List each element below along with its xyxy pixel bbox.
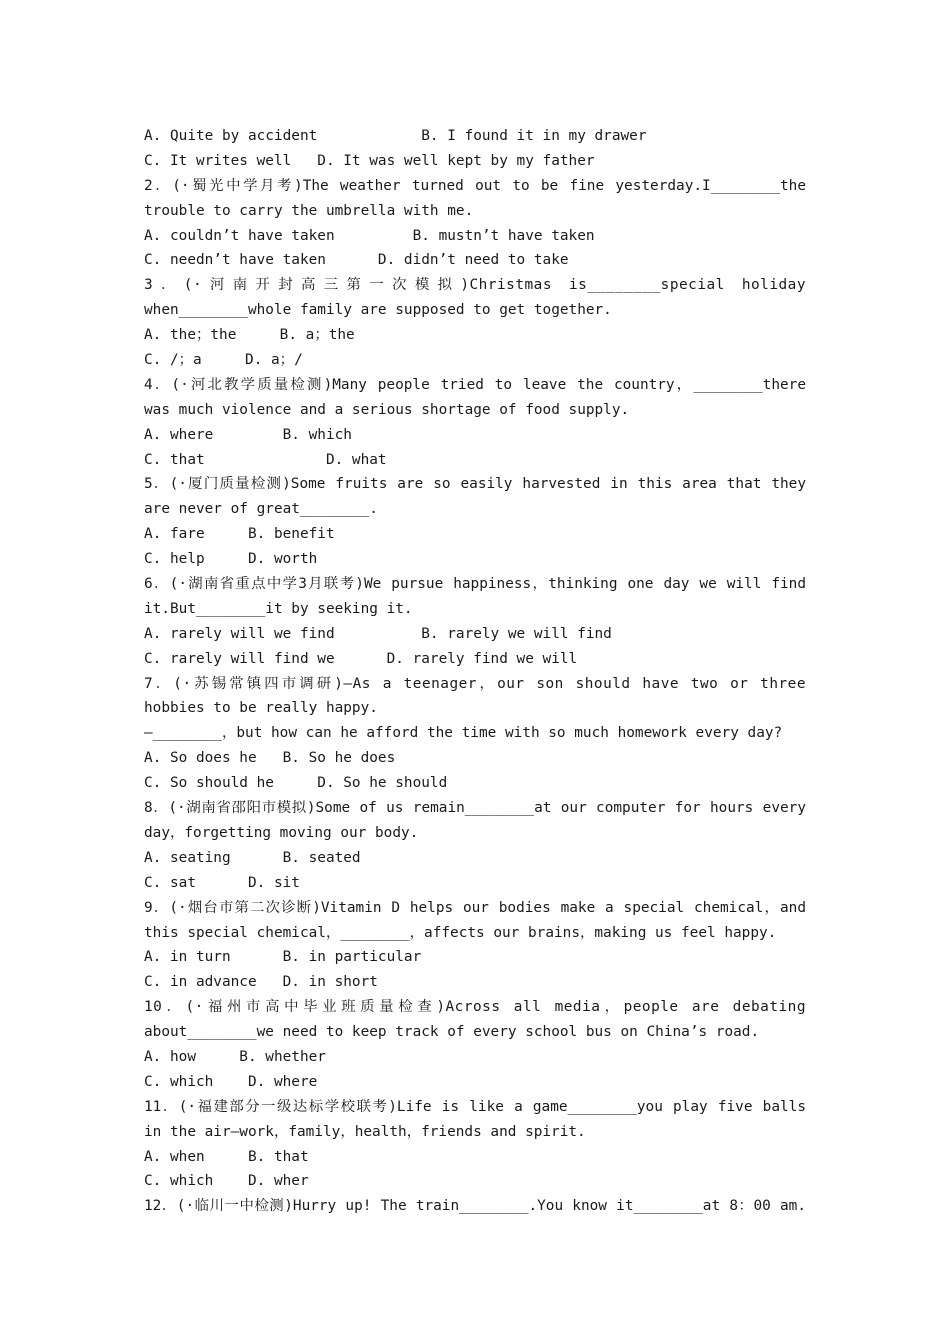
text-line: hobbies to be really happy. [144, 700, 378, 717]
text-line: this special chemical，________，affects our brains，making us feel happy. [144, 924, 777, 941]
text-line: 6．(·湖南省重点中学3月联考)We pursue happiness，thinking one day we will find [144, 576, 806, 593]
text-line: 9．(·烟台市第二次诊断)Vitamin D helps our bodies make a special chemical，and [144, 899, 806, 916]
text-line: are never of great________. [144, 501, 378, 518]
text-line: 11．(·福建部分一级达标学校联考)Life is like a game________you play five balls [144, 1098, 806, 1115]
text-line: 2．(·蜀光中学月考)The weather turned out to be fine yesterday.I________the [144, 177, 806, 194]
text-line: C. /；a D. a；/ [144, 352, 303, 369]
text-line: in the air—work，family，health，friends and spirit. [144, 1123, 586, 1140]
text-line: —________，but how can he afford the time with so much homework every day? [144, 725, 783, 742]
text-line: A. in turn B. in particular [144, 949, 422, 966]
text-line: A. seating B. seated [144, 849, 361, 866]
text-line: C. which D. where [144, 1073, 318, 1090]
text-line: C. that D. what [144, 451, 387, 468]
text-line: day，forgetting moving our body. [144, 824, 419, 841]
text-line: A. how B. whether [144, 1048, 326, 1065]
text-line: C. in advance D. in short [144, 974, 378, 991]
text-line: A. where B. which [144, 426, 352, 443]
text-line: 5．(·厦门质量检测)Some fruits are so easily harvested in this area that they [144, 476, 806, 493]
text-line: 8．(·湖南省邵阳市模拟)Some of us remain________at our computer for hours every [144, 800, 806, 817]
text-line: 10．(·福州市高中毕业班质量检查)Across all media，people are debating [144, 999, 806, 1016]
text-line: A. couldn’t have taken B. mustn’t have taken [144, 227, 595, 244]
text-line: trouble to carry the umbrella with me. [144, 202, 474, 219]
text-line: C. needn’t have taken D. didn’t need to take [144, 252, 569, 269]
text-line: 12．(·临川一中检测)Hurry up! The train________.You know it________at 8：00 am. [144, 1198, 806, 1215]
text-line: when________whole family are supposed to get together. [144, 302, 612, 319]
text-line: C. help D. worth [144, 551, 318, 568]
text-line: about________we need to keep track of every school bus on China’s road. [144, 1024, 760, 1041]
text-line: 4．(·河北教学质量检测)Many people tried to leave the country，________there [144, 376, 806, 393]
text-line: C. which D. wher [144, 1173, 309, 1190]
text-line: C. rarely will find we D. rarely find we will [144, 650, 578, 667]
text-line: was much violence and a serious shortage of food supply. [144, 401, 630, 418]
text-line: it.But________it by seeking it. [144, 600, 413, 617]
text-line: C. It writes well D. It was well kept by my father [144, 152, 595, 169]
text-line: A. when B. that [144, 1148, 309, 1165]
text-line: 3．(·河南开封高三第一次模拟)Christmas is________special holiday [144, 277, 806, 294]
text-line: A. Quite by accident B. I found it in my drawer [144, 128, 647, 144]
text-line: A. fare B. benefit [144, 526, 335, 543]
text-line: 7．(·苏锡常镇四市调研)—As a teenager，our son should have two or three [144, 675, 806, 692]
text-line: A. the；the B. a；the [144, 327, 355, 344]
text-line: C. So should he D. So he should [144, 775, 448, 792]
text-line: A. So does he B. So he does [144, 750, 396, 767]
text-line: C. sat D. sit [144, 874, 300, 891]
text-line: A. rarely will we find B. rarely we will find [144, 625, 612, 642]
